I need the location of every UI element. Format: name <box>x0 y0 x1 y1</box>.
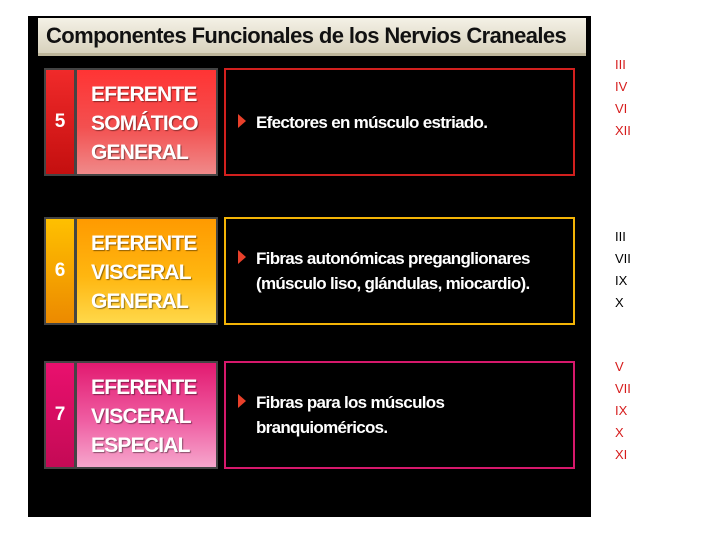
component-row-general-visceral-efferent <box>44 217 576 327</box>
nerve-item: VII <box>615 251 631 266</box>
nerve-item: VI <box>615 101 628 116</box>
slide-title: Componentes Funcionales de los Nervios Craneales <box>46 23 567 48</box>
label-line: VISCERAL <box>91 405 191 428</box>
nerve-item: IX <box>615 273 628 288</box>
description-line: Fibras para los músculos <box>256 393 445 412</box>
nerve-item: III <box>615 229 626 244</box>
arrow-right-icon <box>238 114 246 128</box>
nerve-list-gve <box>615 226 631 314</box>
nerve-item: XI <box>615 447 628 462</box>
nerve-item: V <box>615 359 624 374</box>
component-label <box>75 68 218 176</box>
description-line: Efectores en músculo estriado. <box>256 112 488 132</box>
label-line: EFERENTE <box>91 376 197 399</box>
component-row-general-somatic-efferent <box>44 68 576 178</box>
row-number: 6 <box>44 217 76 325</box>
label-line: ESPECIAL <box>91 434 190 457</box>
nerve-item: III <box>615 57 626 72</box>
nerve-item: IX <box>615 403 628 418</box>
component-label <box>75 217 218 325</box>
label-line: GENERAL <box>91 141 189 164</box>
label-line: VISCERAL <box>91 261 191 284</box>
arrow-right-icon <box>238 394 246 408</box>
description-line: Fibras autonómicas preganglionares <box>256 249 530 268</box>
component-description <box>224 217 575 325</box>
label-line: GENERAL <box>91 290 189 313</box>
title-bar <box>38 18 586 56</box>
label-line: EFERENTE <box>91 232 197 255</box>
nerve-list-sve <box>615 356 631 466</box>
nerve-item: VII <box>615 381 631 396</box>
row-number: 5 <box>44 68 76 176</box>
description-line: branquioméricos. <box>256 418 388 437</box>
arrow-right-icon <box>238 250 246 264</box>
label-line: EFERENTE <box>91 83 197 106</box>
component-description <box>224 361 575 469</box>
nerve-item: XII <box>615 123 631 138</box>
nerve-item: X <box>615 425 624 440</box>
description-line: (músculo liso, glándulas, miocardio). <box>256 274 530 293</box>
row-number: 7 <box>44 361 76 469</box>
nerve-item: IV <box>615 79 628 94</box>
nerve-item: X <box>615 295 624 310</box>
component-label <box>75 361 218 469</box>
nerve-list-gse <box>615 54 631 142</box>
component-row-special-visceral-efferent <box>44 361 576 471</box>
component-description <box>224 68 575 176</box>
label-line: SOMÁTICO <box>91 112 198 135</box>
